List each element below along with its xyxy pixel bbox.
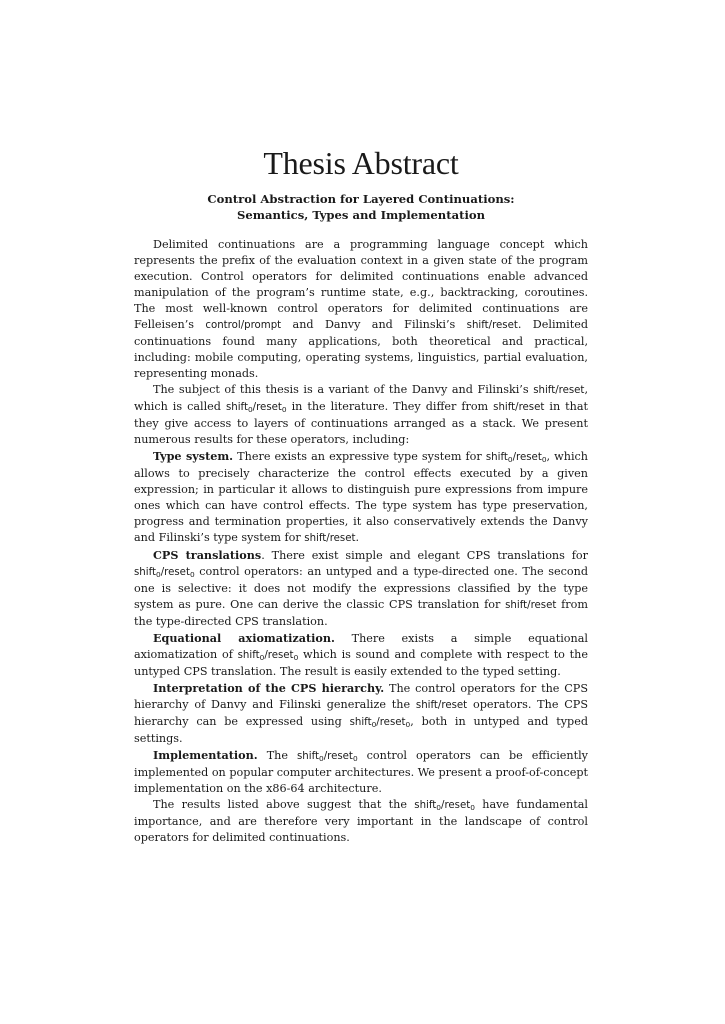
shift-reset-term: shift/reset	[466, 320, 518, 331]
page-title: Thesis Abstract	[263, 145, 459, 181]
intro-paragraph: Delimited continuations are a programming language concept which represents the prefix of the evaluation context in a given state of the program execution. Control operators for delimited continuations enable advanced manipulation of the program’s runtime state, e.g., backtracking, coroutines. The most well-known control operators for delimited continuations are Felleisen’s control/prompt and Danvy and Filinski’s shift/reset. Delimited continuations found many applications, both theoretical and practical, including: mobile computing, operating systems, linguistics, partial evaluation, representing monads.	[134, 238, 589, 380]
shift0-reset0-term: shift$_0$/reset$_0$	[349, 717, 411, 729]
control-prompt-term: control/prompt	[205, 320, 282, 331]
implementation-heading: Implementation.	[153, 748, 258, 762]
shift-reset-term: shift/reset	[505, 600, 557, 611]
cps-translations-heading: CPS translations	[153, 548, 262, 562]
thesis-subtitle	[134, 191, 588, 223]
shift0-reset0-term: shift$_0$/reset$_0$	[485, 452, 547, 464]
subtitle-line-2: Semantics, Types and Implementation	[236, 208, 486, 222]
type-system-paragraph: Type system. There exists an expressive type system for shift$_0$/reset$_0$, which allows to precisely characterize the control effects executed by a given expression; in particular it allows to distinguish pure expressions from impure ones which can have control effects. The type system has type preservation, progress and termination properties, it also conservatively extends the Danvy and Filinski’s type system for shift/reset.	[134, 449, 589, 544]
subtitle-line-1: Control Abstraction for Layered Continuations:	[207, 192, 515, 206]
type-system-heading: Type system.	[153, 449, 234, 463]
shift-reset-term: shift/reset	[415, 700, 468, 711]
shift-reset-term: shift/reset	[533, 385, 585, 396]
cps-hierarchy-heading: Interpretation of the CPS hierarchy.	[153, 681, 385, 695]
shift0-reset0-term: shift$_0$/reset$_0$	[134, 567, 195, 579]
abstract-page	[134, 143, 588, 846]
shift0-reset0-term: shift$_0$/reset$_0$	[237, 650, 299, 662]
equational-axiomatization-paragraph: Equational axiomatization. There exists a simple equational axiomatization of shift$_0$/reset$_0$ which is sound and complete with respect to the untyped CPS translation. The result is easily extended to the typed setting.	[134, 631, 588, 678]
shift-reset-term: shift/reset	[493, 402, 545, 413]
subject-paragraph: The subject of this thesis is a variant of the Danvy and Filinski’s shift/reset, which is called shift$_0$/reset$_0$ in the literature. They differ from shift/reset in that they give access to layers of continuations arranged as a stack. We present numerous results for these operators, including:	[134, 383, 588, 446]
shift-reset-term: shift/reset	[304, 533, 356, 544]
shift0-reset0-term: shift$_0$/reset$_0$	[296, 751, 358, 763]
equational-axiomatization-heading: Equational axiomatization.	[153, 631, 335, 645]
cps-hierarchy-paragraph: Interpretation of the CPS hierarchy. The control operators for the CPS hierarchy of Danvy and Filinski generalize the shift/reset operators. The CPS hierarchy can be expressed using shift$_0$/reset$_0$, both in untyped and typed settings.	[134, 681, 589, 745]
implementation-paragraph: Implementation. The shift$_0$/reset$_0$ control operators can be efficiently implemented on popular computer architectures. We present a proof-of-concept implementation on the x86-64 architecture.	[134, 748, 588, 795]
cps-translations-paragraph: CPS translations. There exist simple and elegant CPS translations for shift$_0$/reset$_0$ control operators: an untyped and a type-directed one. The second one is selective: it does not modify the expressions classified by the type system as pure. One can derive the classic CPS translation for shift/reset from the type-directed CPS translation.	[134, 548, 588, 628]
shift0-reset0-term: shift$_0$/reset$_0$	[225, 402, 287, 414]
shift0-reset0-term: shift$_0$/reset$_0$	[414, 800, 475, 812]
conclusion-paragraph: The results listed above suggest that the shift$_0$/reset$_0$ have fundamental importance, and are therefore very important in the landscape of control operators for delimited continuations.	[134, 798, 588, 844]
